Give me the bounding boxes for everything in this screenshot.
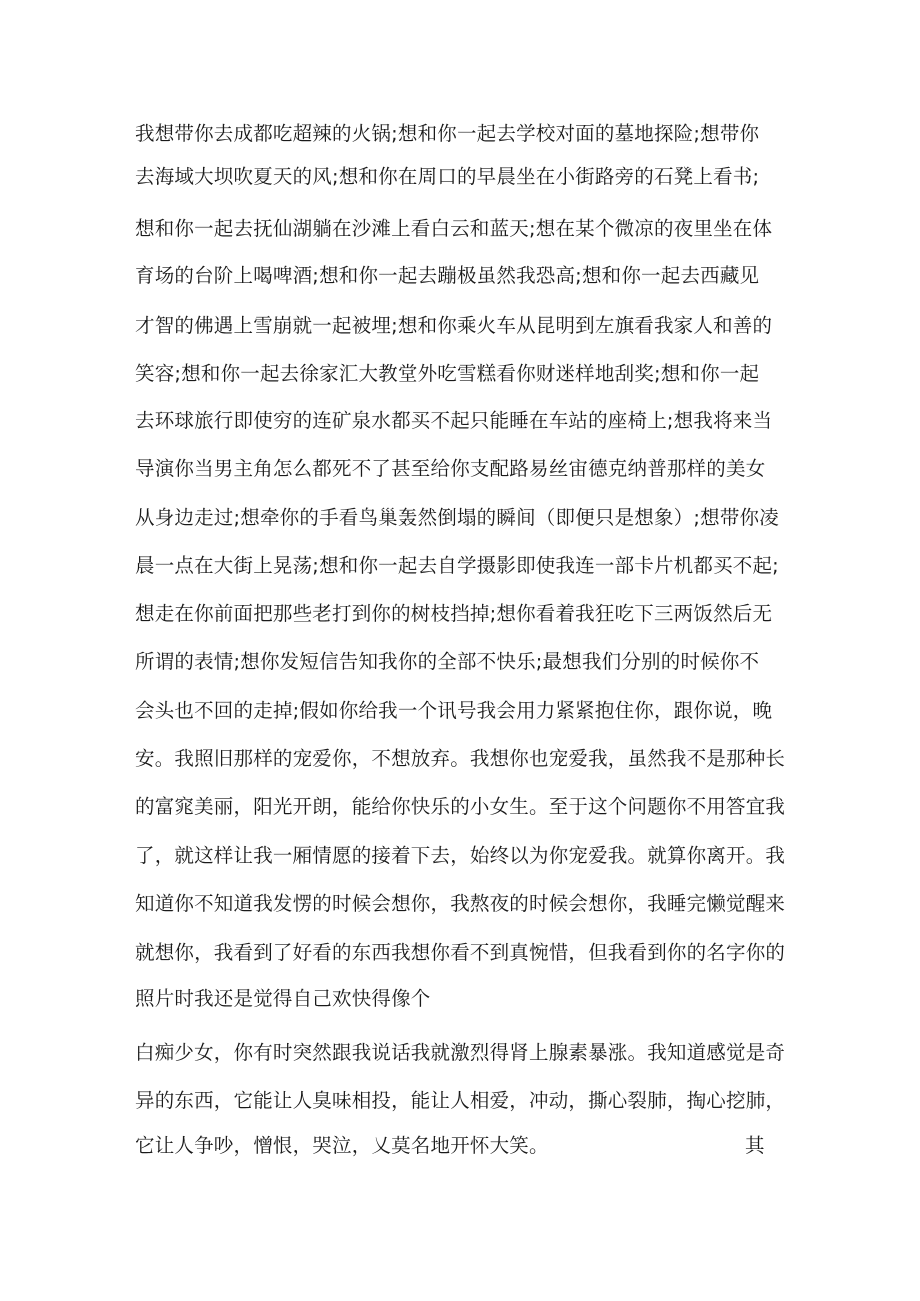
text-line: 了，就这样让我一厢情愿的接着下去，始终以为你宠爱我。就算你离开。我 [135, 844, 786, 867]
text-line: 异的东西，它能让人臭味相投，能让人相爱，冲动，撕心裂肺，掏心挖肺， [135, 1089, 786, 1112]
text-line: 照片时我还是觉得自己欢快得像个 [135, 987, 431, 1010]
text-line: 想走在你前面把那些老打到你的树枝挡掉;想你看着我狂吃下三两饭然后无 [135, 602, 773, 625]
text-line: 安。我照旧那样的宠爱你，不想放弃。我想你也宠爱我，虽然我不是那种长 [135, 747, 786, 770]
text-line: 从身边走过;想牵你的手看鸟巢轰然倒塌的瞬间（即便只是想象）;想带你凌 [135, 506, 779, 529]
text-line: 导演你当男主角怎么都死不了甚至给你支配路易丝宙德克纳普那样的美女 [135, 457, 766, 480]
text-line: 的富窕美丽，阳光开朗，能给你快乐的小女生。至于这个问题你不用答宜我 [135, 795, 786, 818]
text-line: 白痴少女，你有时突然跟我说话我就激烈得肾上腺素暴涨。我知道感觉是奇 [135, 1041, 786, 1064]
text-line: 才智的佛遇上雪崩就一起被埋;想和你乘火车从昆明到左旗看我家人和善的 [135, 314, 773, 337]
text-line: 去海域大坝吹夏天的风;想和你在周口的早晨坐在小街路旁的石凳上看书; [135, 165, 760, 188]
text-line: 所谓的表情;想你发短信告知我你的全部不快乐;最想我们分别的时候你不 [135, 650, 760, 673]
text-line: 我想带你去成都吃超辣的火锅;想和你一起去学校对面的墓地探险;想带你 [135, 122, 760, 145]
text-line: 就想你，我看到了好看的东西我想你看不到真惋惜，但我看到你的名字你的 [135, 941, 786, 964]
text-line: 育场的台阶上喝啤酒;想和你一起去蹦极虽然我恐高;想和你一起去西藏见 [135, 264, 760, 287]
trailing-character: 其 [745, 1134, 765, 1157]
text-line: 它让人争吵，憎恨，哭泣，乂莫名地开怀大笑。 [135, 1134, 549, 1157]
text-line: 会头也不回的走掉;假如你给我一个讯号我会用力紧紧抱住你，跟你说，晚 [135, 699, 773, 722]
text-line: 知道你不知道我发愣的时候会想你，我熬夜的时候会想你，我睡完懒觉醒来 [135, 892, 786, 915]
text-line: 去环球旅行即使穷的连矿泉水都买不起只能睡在车站的座椅上;想我将来当 [135, 409, 773, 432]
text-line: 笑容;想和你一起去徐家汇大教堂外吃雪糕看你财迷样地刮奖;想和你一起 [135, 362, 760, 385]
text-line: 想和你一起去抚仙湖躺在沙滩上看白云和蓝天;想在某个微凉的夜里坐在体 [135, 217, 773, 240]
text-line: 晨一点在大街上晃荡;想和你一起去自学摄影即使我连一部卡片机都买不起; [135, 554, 779, 577]
